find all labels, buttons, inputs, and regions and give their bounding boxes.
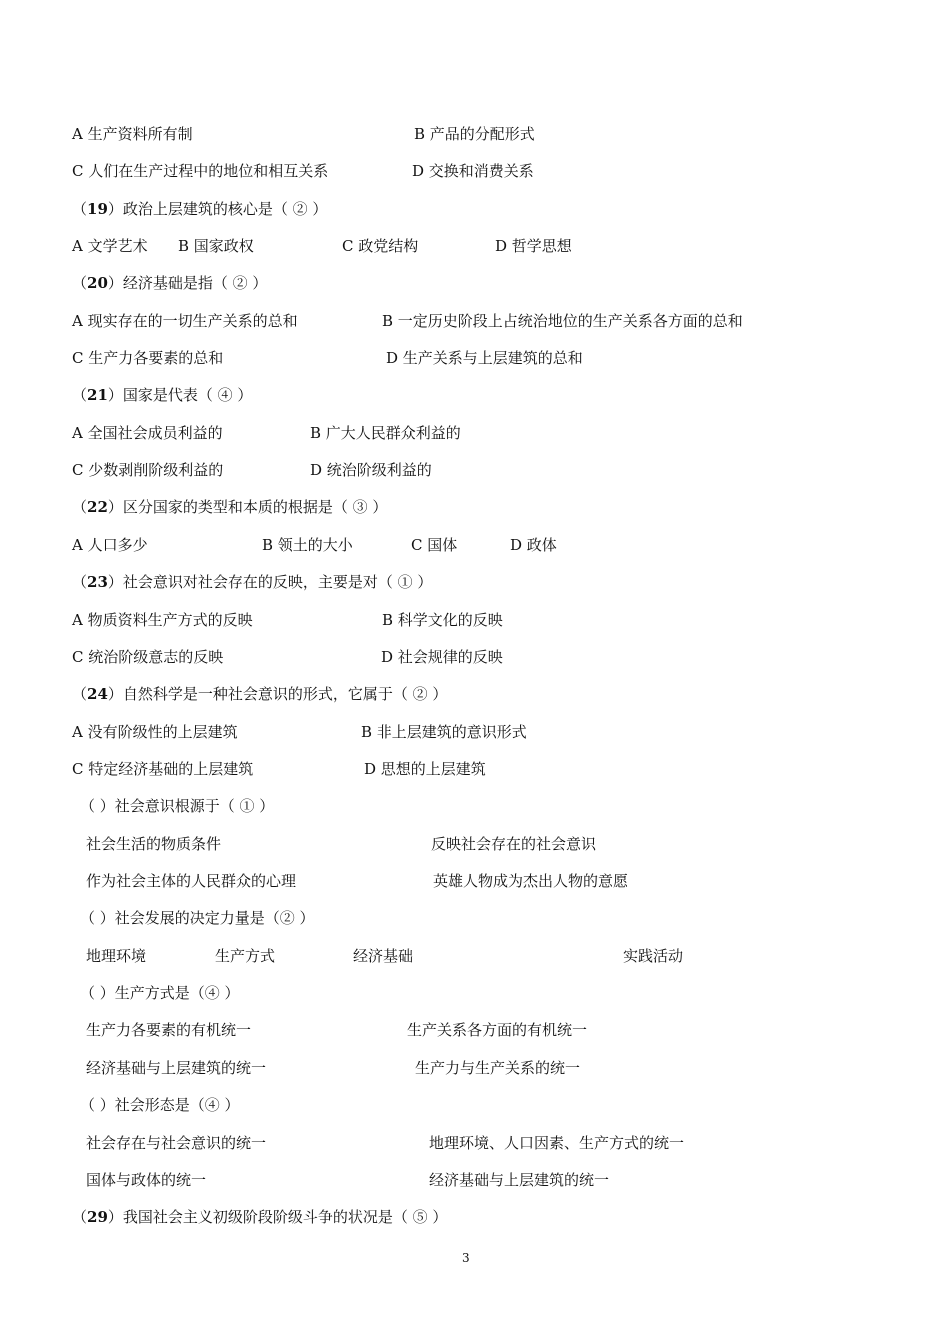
option-a: 社会生活的物质条件 — [86, 835, 222, 853]
question-24 — [72, 684, 447, 704]
option-a: A 没有阶级性的上层建筑 — [72, 723, 238, 741]
question-27: （ ）生产方式是（④ ） — [80, 984, 240, 1002]
option-c: C 国体 — [411, 536, 458, 554]
option-a: 社会存在与社会意识的统一 — [86, 1134, 267, 1152]
option-d: 实践活动 — [623, 947, 684, 965]
question-26: （ ）社会发展的决定力量是（② ） — [80, 909, 315, 927]
option-b: B 科学文化的反映 — [382, 611, 503, 629]
question-number: 29 — [87, 1208, 108, 1226]
option-d: D 哲学思想 — [495, 237, 572, 255]
question-number: 23 — [87, 573, 108, 591]
option-c: 国体与政体的统一 — [86, 1171, 207, 1189]
question-number: 22 — [87, 498, 108, 516]
question-prefix: （ — [72, 386, 88, 404]
option-b: B 领土的大小 — [262, 536, 353, 554]
option-c: 作为社会主体的人民群众的心理 — [86, 872, 297, 890]
question-text: ）社会意识对社会存在的反映，主要是对（ ① ） — [107, 573, 433, 591]
option-d: 经济基础与上层建筑的统一 — [429, 1171, 610, 1189]
question-prefix: （ — [72, 573, 88, 591]
option-d: D 交换和消费关系 — [412, 162, 534, 180]
option-d: 生产力与生产关系的统一 — [415, 1059, 581, 1077]
question-28: （ ）社会形态是（④ ） — [80, 1096, 240, 1114]
option-d: D 思想的上层建筑 — [364, 760, 486, 778]
question-prefix: （ — [72, 685, 88, 703]
question-number: 24 — [87, 685, 108, 703]
option-c: 经济基础 — [353, 947, 414, 965]
question-text: ）我国社会主义初级阶段阶级斗争的状况是（ ⑤ ） — [107, 1208, 448, 1226]
option-c: C 特定经济基础的上层建筑 — [72, 760, 254, 778]
question-22 — [72, 497, 387, 517]
question-number: 21 — [87, 386, 108, 404]
option-a: A 物质资料生产方式的反映 — [72, 611, 253, 629]
option-a: A 生产资料所有制 — [72, 125, 193, 143]
option-b: 地理环境、人口因素、生产方式的统一 — [429, 1134, 685, 1152]
question-text: ）政治上层建筑的核心是（ ② ） — [107, 200, 328, 218]
question-29 — [72, 1207, 447, 1227]
option-b: 生产方式 — [215, 947, 276, 965]
option-a: A 现实存在的一切生产关系的总和 — [72, 312, 298, 330]
question-text: ）经济基础是指（ ② ） — [107, 274, 268, 292]
option-a: A 全国社会成员利益的 — [72, 424, 223, 442]
option-b: B 广大人民群众利益的 — [310, 424, 461, 442]
question-text: ）自然科学是一种社会意识的形式，它属于（ ② ） — [107, 685, 448, 703]
option-b: B 一定历史阶段上占统治地位的生产关系各方面的总和 — [382, 312, 743, 330]
question-text: ）区分国家的类型和本质的根据是（ ③ ） — [107, 498, 388, 516]
option-a: A 人口多少 — [72, 536, 148, 554]
question-prefix: （ — [72, 274, 88, 292]
question-19 — [72, 199, 327, 219]
question-prefix: （ — [72, 1208, 88, 1226]
question-21 — [72, 385, 252, 405]
question-25: （ ）社会意识根源于（ ① ） — [80, 797, 275, 815]
option-a: 地理环境 — [86, 947, 147, 965]
option-b: 反映社会存在的社会意识 — [431, 835, 597, 853]
option-c: C 人们在生产过程中的地位和相互关系 — [72, 162, 329, 180]
question-prefix: （ — [72, 498, 88, 516]
question-number: 20 — [87, 274, 108, 292]
option-b: B 非上层建筑的意识形式 — [361, 723, 527, 741]
option-a: 生产力各要素的有机统一 — [86, 1021, 252, 1039]
option-c: 经济基础与上层建筑的统一 — [86, 1059, 267, 1077]
option-d: D 生产关系与上层建筑的总和 — [386, 349, 583, 367]
option-b: B 产品的分配形式 — [414, 125, 535, 143]
option-c: C 少数剥削阶级利益的 — [72, 461, 224, 479]
option-d: D 统治阶级利益的 — [310, 461, 432, 479]
question-23 — [72, 572, 432, 592]
option-c: C 政党结构 — [342, 237, 419, 255]
option-c: C 统治阶级意志的反映 — [72, 648, 224, 666]
option-a: A 文学艺术 — [72, 237, 148, 255]
question-text: ）国家是代表（ ④ ） — [107, 386, 253, 404]
option-d: D 社会规律的反映 — [381, 648, 503, 666]
option-b: 生产关系各方面的有机统一 — [407, 1021, 588, 1039]
option-d: 英雄人物成为杰出人物的意愿 — [433, 872, 629, 890]
option-c: C 生产力各要素的总和 — [72, 349, 224, 367]
page-number: 3 — [462, 1251, 470, 1265]
option-b: B 国家政权 — [178, 237, 254, 255]
question-20 — [72, 273, 267, 293]
question-number: 19 — [87, 200, 108, 218]
question-prefix: （ — [72, 200, 88, 218]
option-d: D 政体 — [510, 536, 557, 554]
